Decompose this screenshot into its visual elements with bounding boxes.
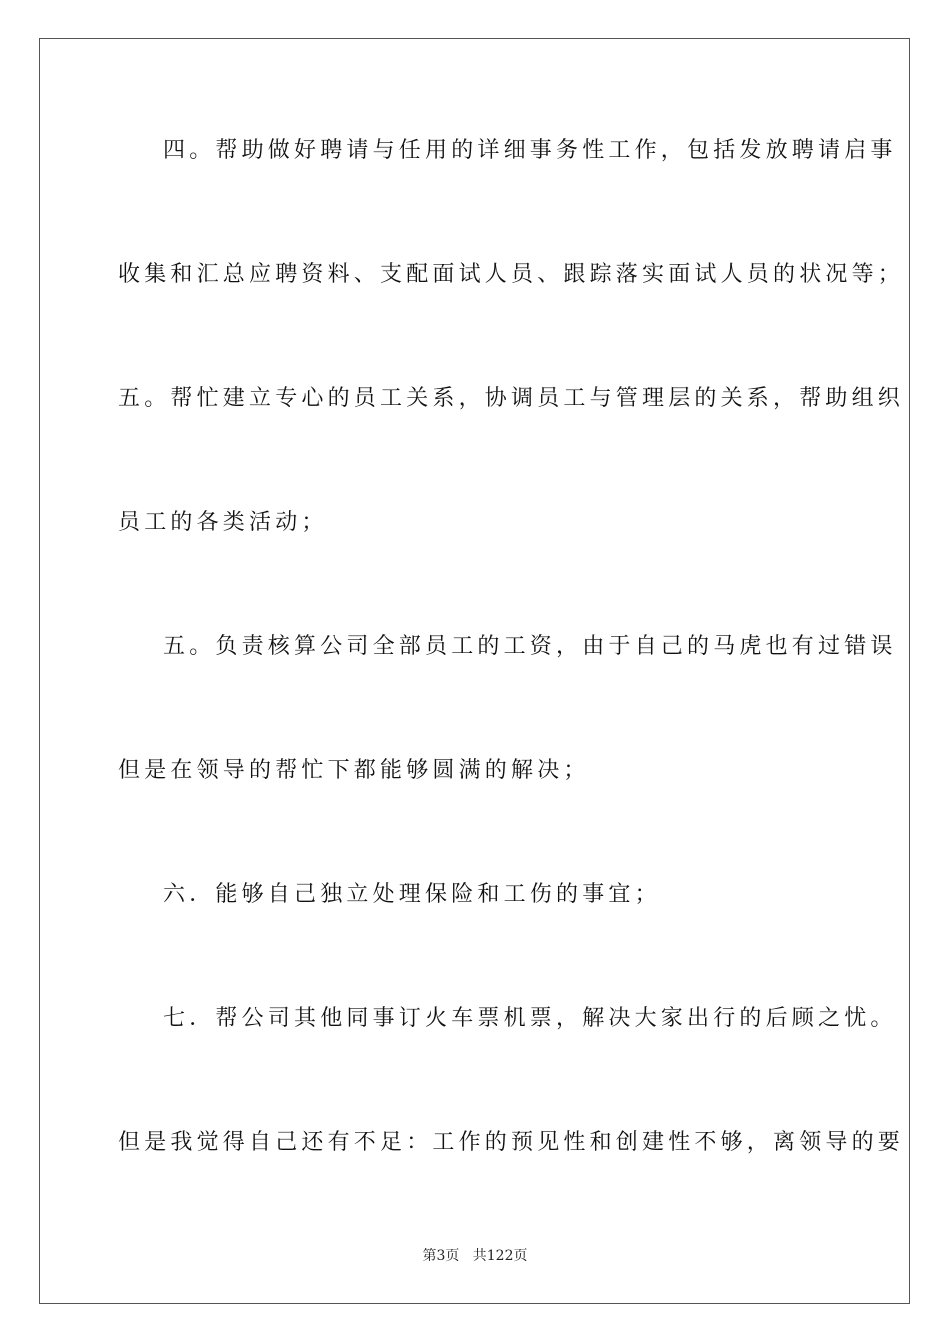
paragraph-line-8: 七．帮公司其他同事订火车票机票，解决大家出行的后顾之忧。 xyxy=(163,1006,897,1031)
paragraph-line-5: 五。负责核算公司全部员工的工资，由于自己的马虎也有过错误 xyxy=(163,634,897,659)
page-number-footer: 第3页 共122页 xyxy=(422,1248,528,1264)
paragraph-line-1: 四。帮助做好聘请与任用的详细事务性工作，包括发放聘请启事 xyxy=(163,138,897,163)
paragraph-line-6: 但是在领导的帮忙下都能够圆满的解决； xyxy=(118,758,590,783)
paragraph-line-9: 但是我觉得自己还有不足：工作的预见性和创建性不够，离领导的要 xyxy=(118,1130,905,1155)
paragraph-line-7: 六．能够自己独立处理保险和工伤的事宜； xyxy=(163,882,661,907)
paragraph-line-2: 收集和汇总应聘资料、支配面试人员、跟踪落实面试人员的状况等； xyxy=(118,262,905,287)
paragraph-line-3: 五。帮忙建立专心的员工关系，协调员工与管理层的关系，帮助组织 xyxy=(118,386,905,411)
paragraph-line-4: 员工的各类活动； xyxy=(118,510,328,535)
page-border xyxy=(39,38,910,1304)
